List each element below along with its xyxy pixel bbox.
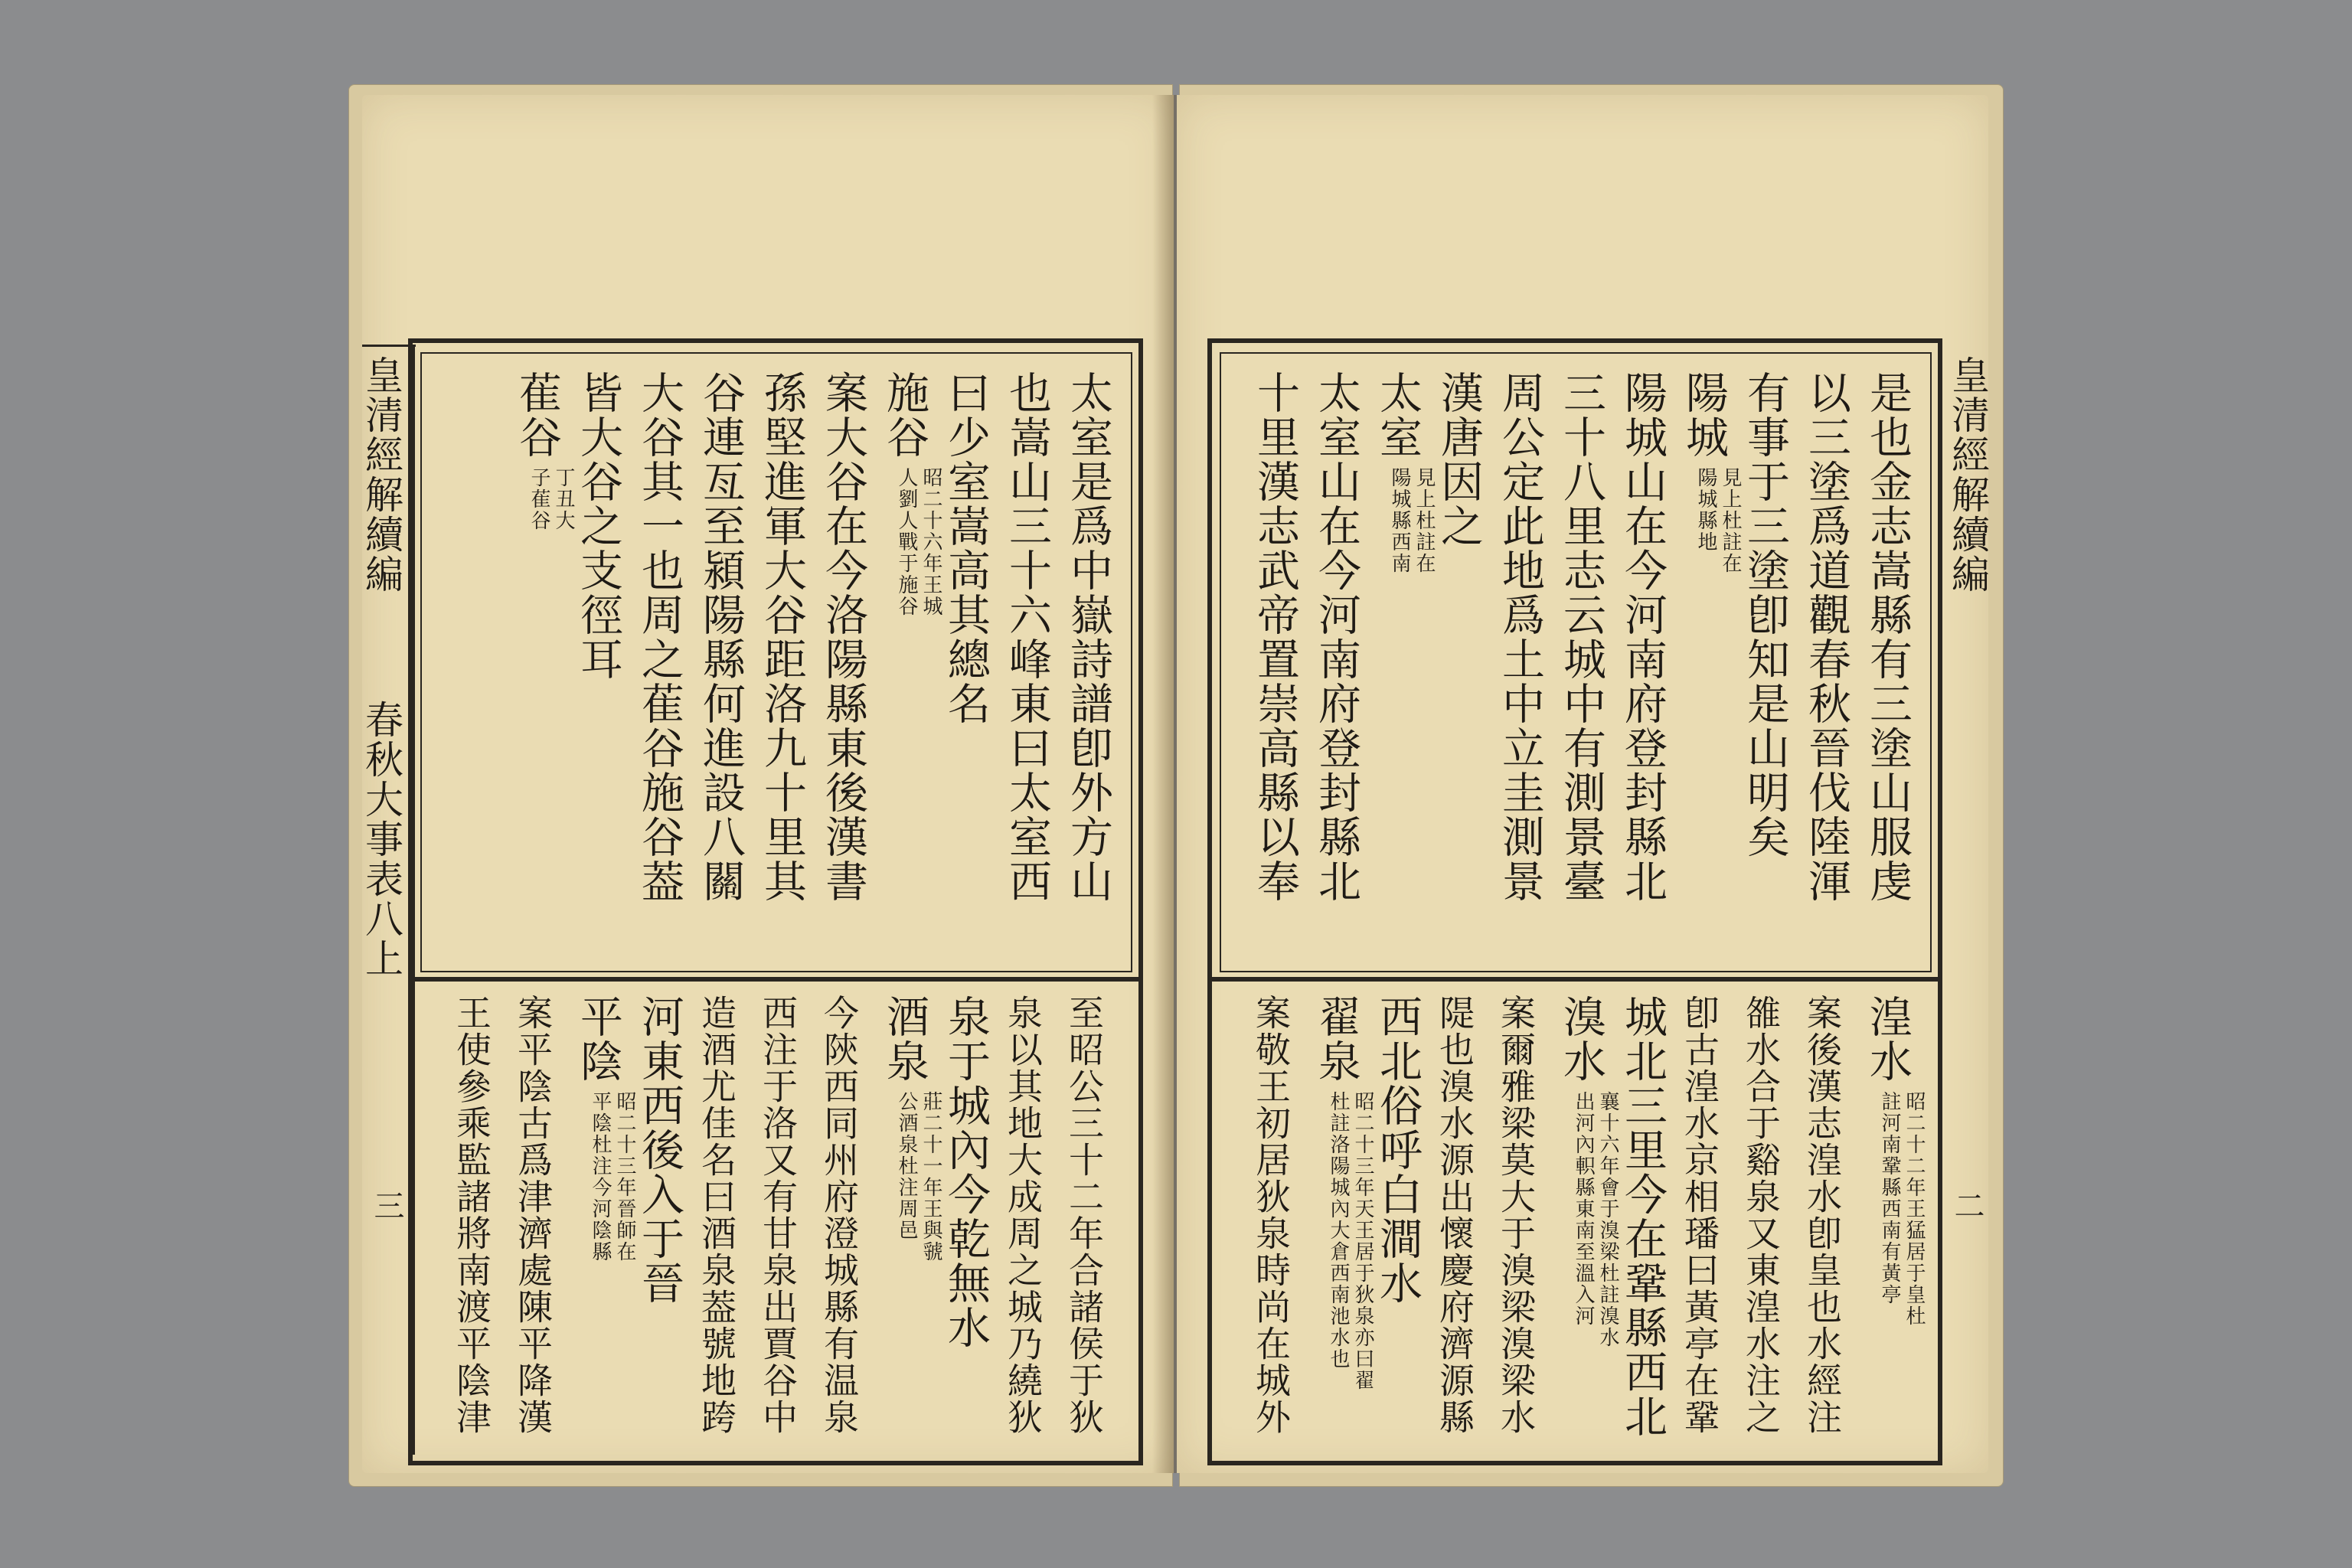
entry-heading: 酒泉 (880, 995, 929, 1083)
entry-heading: 施谷 (880, 371, 929, 459)
text-column: 三十八里志云城中有測景臺 (1557, 371, 1606, 903)
left-band-rule (413, 345, 415, 1455)
entry-heading: 陽城 (1679, 371, 1729, 459)
left-band-rule-top (362, 345, 416, 347)
text-column: 城北三里今在鞏縣西北 (1618, 995, 1668, 1439)
entry-heading: 翟泉 (1312, 995, 1361, 1083)
text-column: 西北俗呼白澗水 (1373, 995, 1423, 1305)
text-column: 案大谷在今洛陽縣東後漢書 (818, 371, 868, 903)
entry-annotation: 昭二十二年王猛居于皇杜 註河南鞏縣西南有黃亭 (1878, 1091, 1926, 1327)
entry-heading: 太室 (1373, 371, 1423, 459)
left-page-number: 三 (369, 1190, 404, 1222)
text-column: 皆大谷之支徑耳 (573, 371, 623, 681)
text-column: 今陝西同州府澄城縣有温泉 (818, 995, 860, 1436)
text-column: 谷連亙至潁陽縣何進設八關 (696, 371, 746, 903)
text-column: 河東西後入于晉 (635, 995, 684, 1305)
text-column: 造酒尤佳名曰酒泉葢號地跨 (696, 995, 737, 1436)
entry-annotation: 襄十六年會于溴梁杜註溴水 出河內軹縣東南至溫入河 (1572, 1091, 1619, 1348)
right-page (1177, 95, 1988, 1473)
text-column: 卽古湟水京相璠曰黃亭在鞏 (1679, 995, 1720, 1436)
text-column: 案平陰古爲津濟處陳平降漢 (512, 995, 554, 1436)
left-band-text: 春秋大事表八上 (359, 700, 403, 978)
entry-annotation: 見上杜註在 陽城縣地 (1694, 467, 1742, 574)
entry-annotation: 昭二十六年王城 人劉人戰于施谷 (895, 467, 942, 617)
text-column: 泉于城內今乾無水 (941, 995, 991, 1350)
entry-heading: 湟水 (1863, 995, 1913, 1083)
text-column: 泉以其地大成周之城乃繞狄 (1002, 995, 1044, 1436)
entry-annotation: 丁丑大 子萑谷 (528, 467, 575, 531)
text-column: 隄也溴水源出懷慶府濟源縣 (1434, 995, 1475, 1436)
right-page-number: 二 (1949, 1190, 1984, 1222)
text-column: 雒水合于谿泉又東湟水注之 (1740, 995, 1782, 1436)
text-column: 漢唐因之 (1434, 371, 1484, 548)
entry-annotation: 昭二十三年天王居于狄泉亦曰翟 杜註洛陽城內大倉西南池水也 (1327, 1091, 1374, 1391)
text-column: 曰少室嵩高其總名 (941, 371, 991, 726)
text-column: 周公定此地爲土中立圭測景 (1495, 371, 1545, 903)
text-column: 孫堅進軍大谷距洛九十里其 (757, 371, 807, 903)
text-column: 案爾雅梁莫大于溴梁溴梁水 (1495, 995, 1537, 1436)
entry-heading: 萑谷 (512, 371, 562, 459)
text-column: 王使參乘監諸將南渡平陰津 (451, 995, 492, 1436)
text-column: 太室是爲中嶽詩譜卽外方山 (1063, 371, 1113, 903)
text-column: 以三塗爲道觀春秋晉伐陸渾 (1802, 371, 1851, 903)
entry-annotation: 見上杜註在 陽城縣西南 (1388, 467, 1436, 574)
text-column: 案後漢志湟水卽皇也水經注 (1802, 995, 1843, 1436)
right-band-rule (1938, 345, 1940, 1455)
text-column: 十里漢志武帝置崇高縣以奉 (1250, 371, 1300, 903)
text-column: 至昭公三十二年合諸侯于狄 (1063, 995, 1105, 1436)
entry-heading: 平陰 (573, 995, 623, 1083)
text-column: 陽城山在今河南府登封縣北 (1618, 371, 1668, 903)
text-column: 也嵩山三十六峰東曰太室西 (1002, 371, 1052, 903)
left-page (359, 95, 1174, 1473)
entry-annotation: 昭二十三年晉師在 平陰杜注今河陰縣 (589, 1091, 636, 1263)
left-margin-title: 皇清經解續編 (359, 355, 403, 594)
text-column: 案敬王初居狄泉時尚在城外 (1250, 995, 1292, 1436)
entry-heading: 溴水 (1557, 995, 1606, 1083)
text-column: 有事于三塗卽知是山明矣 (1740, 371, 1790, 859)
text-column: 西注于洛又有甘泉出賈谷中 (757, 995, 799, 1436)
text-column: 是也金志嵩縣有三塗山服虔 (1863, 371, 1913, 903)
text-column: 大谷其一也周之萑谷施谷葢 (635, 371, 684, 903)
open-book (348, 84, 2002, 1489)
text-column: 太室山在今河南府登封縣北 (1312, 371, 1361, 903)
right-margin-title: 皇清經解續編 (1945, 355, 1990, 594)
entry-annotation: 莊二十一年王與虢 公酒泉杜注周邑 (895, 1091, 942, 1263)
